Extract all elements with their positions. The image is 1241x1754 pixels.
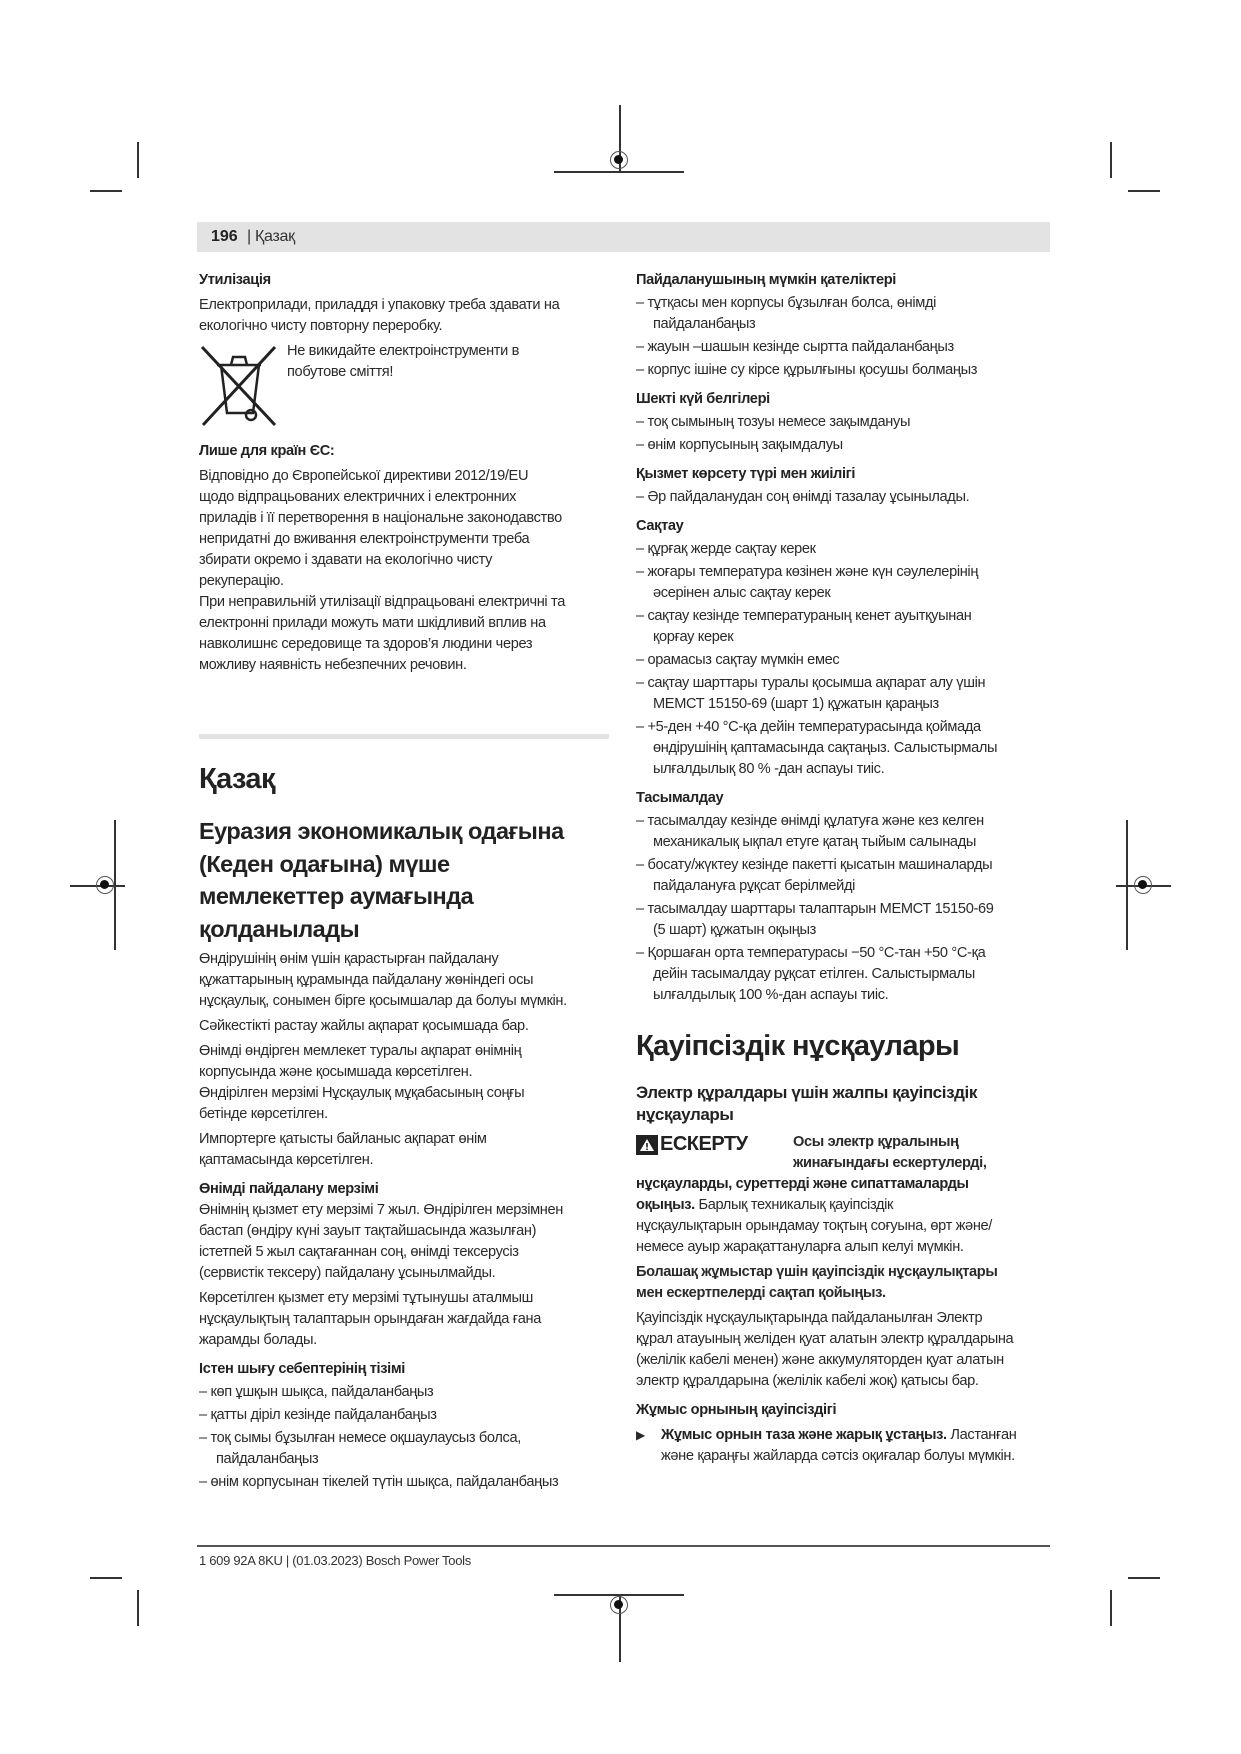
text-run: Ластанған xyxy=(946,1427,1017,1443)
weee-notice xyxy=(199,341,609,433)
paragraph xyxy=(636,1308,1051,1392)
text-line: Өндірілген мерзімі Нұсқаулық мұқабасының соңғы xyxy=(199,1085,525,1101)
text-line: өндірушінің қаптамасында сақтаңыз. Салыстырмалы xyxy=(653,740,998,756)
list-item xyxy=(636,855,1051,897)
right-column xyxy=(636,270,1051,1467)
text-line: побутове сміття! xyxy=(287,364,394,380)
text-line: пайдалануға рұқсат берілмейді xyxy=(653,878,856,894)
list-item xyxy=(636,360,1051,381)
text-line: Істен шығу себептерінің тізімі xyxy=(199,1361,405,1377)
text-line: қолданылады xyxy=(199,915,360,942)
list-item xyxy=(199,1382,609,1403)
crop-mark xyxy=(90,1577,122,1579)
text-line: При неправильній утилізації відпрацьовані електричні та xyxy=(199,594,565,610)
text-line: (сервистік тексеру) пайдалану ұсынылмайды. xyxy=(199,1265,496,1281)
crop-mark xyxy=(137,142,139,178)
text-line: – тұтқасы мен корпусы бұзылған болса, өнімді xyxy=(636,295,937,311)
text-line: навколишнє середовище та здоров’я людини через xyxy=(199,636,533,652)
subheading xyxy=(636,788,1051,809)
bullet-arrow-icon: ▶ xyxy=(636,1428,645,1442)
subheading xyxy=(199,270,609,291)
list-item xyxy=(199,1472,609,1493)
text-line: нұсқаулықтың талаптарын орындаған жағдайда ғана xyxy=(199,1311,541,1327)
subheading xyxy=(199,441,609,462)
paragraph xyxy=(199,1200,609,1284)
text-line: (5 шарт) құжатын оқыңыз xyxy=(653,922,816,938)
paragraph xyxy=(199,466,609,592)
text-line: қорғау керек xyxy=(653,629,734,645)
header-language: | Қазақ xyxy=(247,228,295,245)
section-heading xyxy=(199,815,609,945)
text-line: қаптамасында көрсетілген. xyxy=(199,1152,374,1168)
subsection-heading xyxy=(636,1082,1051,1126)
text-line: құрал атауының желіден қуат алатын электр құралдарына xyxy=(636,1331,1014,1347)
text-line: бетінде көрсетілген. xyxy=(199,1106,328,1122)
text-line: бастап (өндіру күні зауыт тақтайшасында жазылған) xyxy=(199,1223,537,1239)
list-item xyxy=(199,1405,609,1426)
list-item xyxy=(636,435,1051,456)
text-line: нұсқаулары xyxy=(636,1105,734,1124)
bold-text: оқыңыз. xyxy=(636,1197,695,1213)
text-line: Сақтау xyxy=(636,518,684,534)
subheading xyxy=(636,464,1051,485)
paragraph xyxy=(199,1016,609,1037)
section-divider xyxy=(199,734,609,739)
text-line: Қазақ xyxy=(199,763,275,795)
text-line: (желілік кабелі менен) және аккумуляторден қуат алатын xyxy=(636,1352,1004,1368)
list-item xyxy=(636,293,1051,335)
paragraph xyxy=(199,1083,609,1125)
text-line: МЕМСТ 15150-69 (шарт 1) құжатын қараңыз xyxy=(653,696,939,712)
text-run: және қараңғы жайларда сәтсіз оқиғалар болуы мүмкін. xyxy=(661,1448,1015,1464)
text-line: щодо відпрацьованих електричних і електронних xyxy=(199,489,517,505)
text-line: – тоқ сымы бұзылған немесе оқшаулаусыз болса, xyxy=(199,1430,521,1446)
list-item xyxy=(636,337,1051,358)
text-line xyxy=(661,1446,1051,1467)
text-line: Еуразия экономикалық одағына xyxy=(199,818,564,844)
text-line: – +5-ден +40 °C-қа дейін температурасында қоймада xyxy=(636,719,981,735)
text-line: екологічно чисту повторну переробку. xyxy=(199,318,443,334)
text-line: Утилізація xyxy=(199,272,271,288)
text-line: құжаттарының құрамында пайдалану жөніндегі осы xyxy=(199,972,534,988)
text-line: Жұмыс орнының қауіпсіздігі xyxy=(636,1402,837,1418)
text-line: – тасымалдау кезінде өнімді құлатуға және кез келген xyxy=(636,813,984,829)
text-line: Өнімді өндірген мемлекет туралы ақпарат өнімнің xyxy=(199,1043,522,1059)
bold-text: нұсқауларды, суреттерді және сипаттамаларды xyxy=(636,1176,969,1192)
text-line: – сақтау шарттары туралы қосымша ақпарат алу үшін xyxy=(636,675,986,691)
registration-target-icon xyxy=(610,1596,628,1614)
text-line: механикалық ықпал етуге қатаң тыйым салынады xyxy=(653,834,976,850)
text-line: дейін тасымалдау рұқсат етілген. Салыстырмалы xyxy=(653,966,975,982)
crop-mark xyxy=(1128,1577,1160,1579)
crop-mark xyxy=(1128,190,1160,192)
text-line: приладів і її перетворення в національне законодавство xyxy=(199,510,562,526)
text-line: – Қоршаған орта температурасы −50 °C-тан +50 °C-қа xyxy=(636,945,986,961)
text-line: – көп ұшқын шықса, пайдаланбаңыз xyxy=(199,1384,434,1400)
crop-mark xyxy=(1110,1590,1112,1626)
subheading xyxy=(636,270,1051,291)
paragraph xyxy=(199,1129,609,1171)
text-line: корпусында және қосымшада көрсетілген. xyxy=(199,1064,473,1080)
text-line: – жауын –шашын кезінде сыртта пайдаланбаңыз xyxy=(636,339,954,355)
list-item xyxy=(636,412,1051,433)
text-line: – жоғары температура көзінен және күн сәулелерінің xyxy=(636,564,979,580)
text-line: рекуперацію. xyxy=(199,573,284,589)
text-line: Електроприлади, приладдя і упаковку треба здавати на xyxy=(199,297,560,313)
text-line: електронні прилади можуть мати шкідливий вплив на xyxy=(199,615,546,631)
warning-label: ЕСКЕРТУ xyxy=(660,1133,748,1155)
text-line: – корпус ішіне су кірсе құрылғыны қосушы болмаңыз xyxy=(636,362,978,378)
list-item xyxy=(636,943,1051,1006)
paragraph xyxy=(199,1041,609,1083)
list-item xyxy=(636,811,1051,853)
section-title xyxy=(636,1028,1051,1064)
text-line: ылғалдылық 100 %-дан аспауы тиіс. xyxy=(653,987,889,1003)
paragraph xyxy=(199,295,609,337)
text-line: мемлекеттер аумағында xyxy=(199,883,474,909)
text-line: Сәйкестікті растау жайлы ақпарат қосымшада бар. xyxy=(199,1018,529,1034)
text-line: ылғалдылық 80 % -дан аспауы тиіс. xyxy=(653,761,885,777)
text-line xyxy=(636,1174,1051,1195)
section-title xyxy=(199,761,609,797)
paragraph xyxy=(199,1288,609,1351)
text-line: – құрғақ жерде сақтау керек xyxy=(636,541,816,557)
text-line xyxy=(636,1216,1051,1237)
text-line: мен ескертпелерді сақтап қойыңыз. xyxy=(636,1285,886,1301)
text-line: збирати окремо і здавати на екологічно чисту xyxy=(199,552,493,568)
bold-text: Жұмыс орнын таза және жарық ұстаңыз. xyxy=(661,1427,947,1443)
text-line xyxy=(661,1425,1051,1446)
text-line: Қызмет көрсету түрі мен жиілігі xyxy=(636,466,856,482)
text-line xyxy=(636,1195,1051,1216)
text-line: Шекті күй белгілері xyxy=(636,391,770,407)
text-run: немесе ауыр жарақаттануларға алып келуі мүмкін. xyxy=(636,1239,964,1255)
list-item xyxy=(636,562,1051,604)
list-item xyxy=(636,650,1051,671)
text-line: жарамды болады. xyxy=(199,1332,317,1348)
weee-text xyxy=(287,341,519,383)
paragraph xyxy=(199,592,609,676)
list-item xyxy=(636,487,1051,508)
list-item xyxy=(636,899,1051,941)
registration-target-icon xyxy=(96,876,114,894)
text-line: Қауіпсіздік нұсқаулықтарында пайдаланылған Электр xyxy=(636,1310,983,1326)
text-line: – сақтау кезінде температураның кенет ауытқуынан xyxy=(636,608,972,624)
text-line: Электр құралдары үшін жалпы қауіпсіздік xyxy=(636,1083,977,1102)
text-line: – өнім корпусынан тікелей түтін шықса, пайдаланбаңыз xyxy=(199,1474,559,1490)
text-line: Өнімнің қызмет ету мерзімі 7 жыл. Өндірілген мерзімнен xyxy=(199,1202,563,1218)
text-line: – қатты діріл кезінде пайдаланбаңыз xyxy=(199,1407,437,1423)
text-line: Болашақ жұмыстар үшін қауіпсіздік нұсқаулықтары xyxy=(636,1264,998,1280)
list-item xyxy=(636,606,1051,648)
text-line xyxy=(636,1237,1051,1258)
list-item xyxy=(636,673,1051,715)
subheading xyxy=(636,389,1051,410)
text-line: әсерінен алыс сақтау керек xyxy=(653,585,831,601)
list-item xyxy=(199,1428,609,1470)
registration-line xyxy=(554,171,684,173)
subheading xyxy=(199,1359,609,1380)
text-line: нұсқаулық, сонымен бірге қосымшалар да болуы мүмкін. xyxy=(199,993,567,1009)
list-item xyxy=(636,717,1051,780)
text-line: пайдаланбаңыз xyxy=(216,1451,319,1467)
crop-mark xyxy=(90,190,122,192)
text-line: Осы электр құралының xyxy=(793,1134,959,1150)
warning-triangle-icon xyxy=(636,1135,658,1155)
text-line: Өнімді пайдалану мерзімі xyxy=(199,1181,379,1197)
bullet-item xyxy=(636,1425,1051,1467)
subheading xyxy=(636,516,1051,537)
text-line: – тоқ сымының тозуы немесе зақымдануы xyxy=(636,414,911,430)
text-run: Барлық техникалық қауіпсіздік xyxy=(694,1197,894,1213)
text-line: – орамасыз сақтау мүмкін емес xyxy=(636,652,840,668)
list-item xyxy=(636,539,1051,560)
page-header xyxy=(197,222,1050,252)
text-line: пайдаланбаңыз xyxy=(653,316,756,332)
warning-block xyxy=(636,1132,1051,1258)
text-line: Импортерге қатысты байланыс ақпарат өнім xyxy=(199,1131,487,1147)
text-line: непридатні до вживання електроінструменти треба xyxy=(199,531,530,547)
text-run: нұсқаулықтарын орындамау тоқтың соғуына, өрт және/ xyxy=(636,1218,993,1234)
footer-divider xyxy=(197,1545,1050,1547)
text-line: Өндірушінің өнім үшін қарастырған пайдалану xyxy=(199,951,499,967)
crop-mark xyxy=(137,1590,139,1626)
left-column xyxy=(199,270,609,1493)
registration-target-icon xyxy=(1134,876,1152,894)
text-line: можливу наявність небезпечних речовин. xyxy=(199,657,467,673)
page-footer: 1 609 92A 8KU | (01.03.2023) Bosch Power Tools xyxy=(199,1553,471,1568)
paragraph xyxy=(199,949,609,1012)
page-number: 196 xyxy=(211,228,238,245)
subheading xyxy=(636,1400,1051,1421)
text-line: – тасымалдау шарттары талаптарын МЕМСТ 15150-69 xyxy=(636,901,994,917)
text-line: Відповідно до Європейської директиви 2012/19/EU xyxy=(199,468,529,484)
text-line: Не викидайте електроінструменти в xyxy=(287,343,520,359)
text-line: электр құралдарына (желілік кабелі жоқ) қатысы бар. xyxy=(636,1373,979,1389)
text-line: Пайдаланушының мүмкін қателіктері xyxy=(636,272,896,288)
registration-target-icon xyxy=(610,151,628,169)
subheading xyxy=(199,1179,609,1200)
text-line: жинағындағы ескертулерді, xyxy=(793,1155,987,1171)
text-line: істетпей 5 жыл сақтағаннан соң, өнімді тексерусіз xyxy=(199,1244,519,1260)
text-line: – босату/жүктеу кезінде пакетті қысатын машиналарды xyxy=(636,857,993,873)
paragraph xyxy=(636,1262,1051,1304)
text-line: Лише для країн ЄС: xyxy=(199,443,335,459)
crop-mark xyxy=(1110,142,1112,178)
text-line: (Кеден одағына) мүше xyxy=(199,850,450,877)
text-line: Қауіпсіздік нұсқаулары xyxy=(636,1030,960,1062)
text-line: – Әр пайдаланудан соң өнімді тазалау ұсынылады. xyxy=(636,489,970,505)
text-line: Тасымалдау xyxy=(636,790,724,806)
warning-badge xyxy=(636,1134,748,1155)
text-line: Көрсетілген қызмет ету мерзімі тұтынушы аталмыш xyxy=(199,1290,533,1306)
text-line: – өнім корпусының зақымдалуы xyxy=(636,437,843,453)
